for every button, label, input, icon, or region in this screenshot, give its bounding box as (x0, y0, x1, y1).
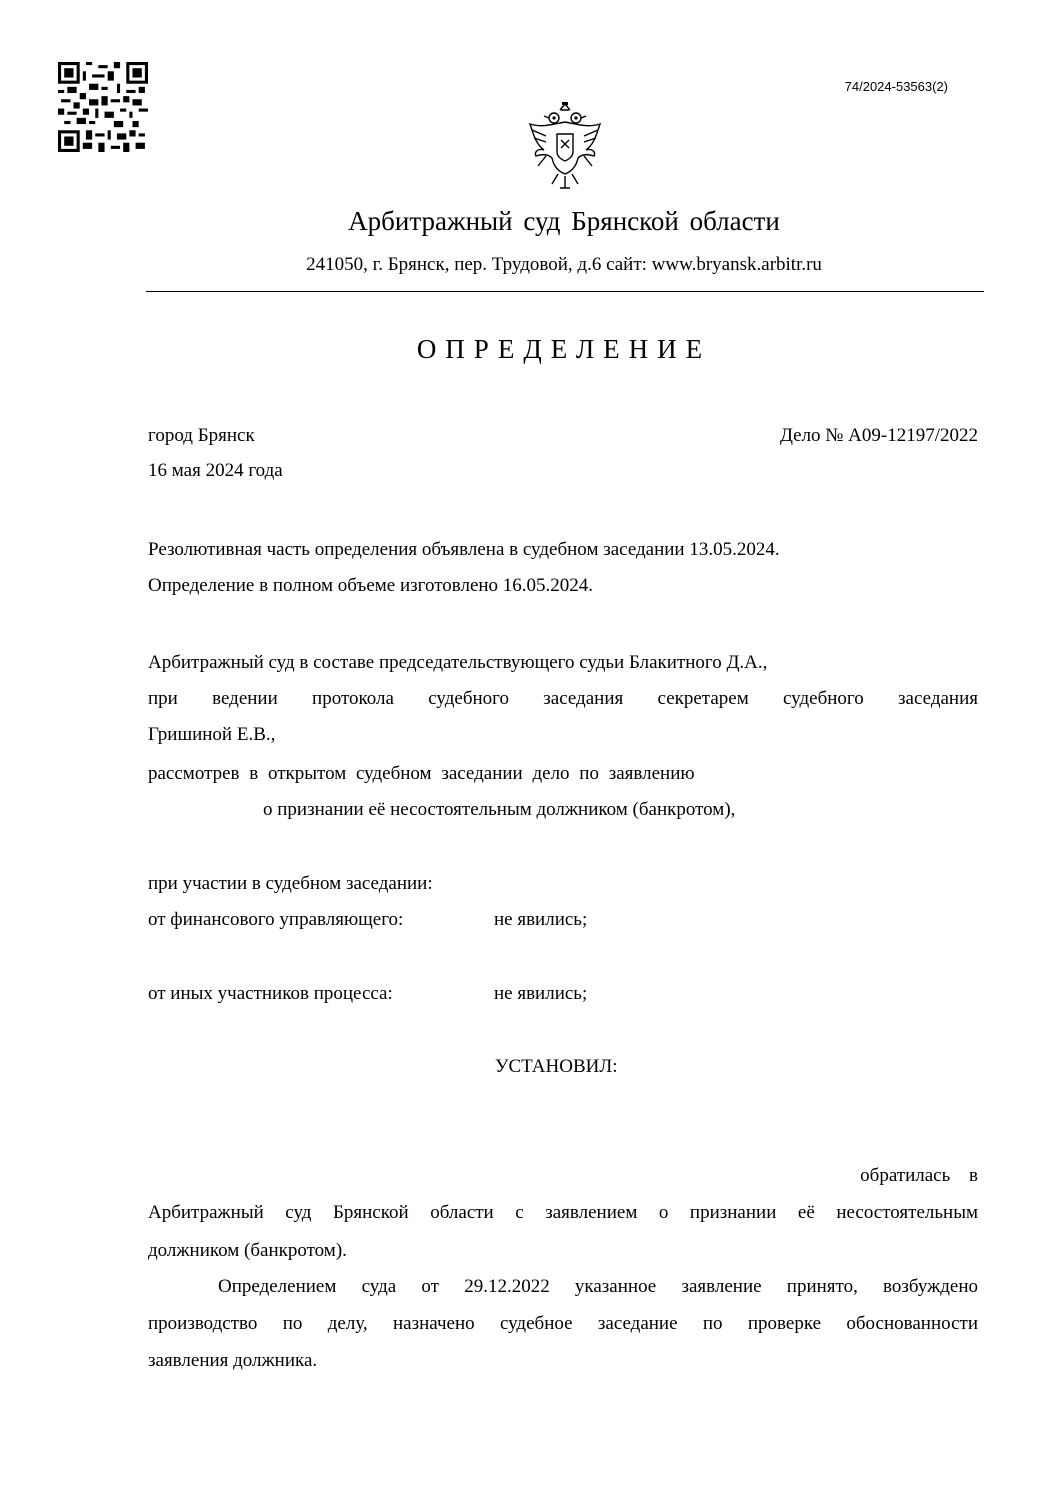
court-name: Арбитражный суд Брянской области (348, 206, 780, 236)
established-heading: УСТАНОВИЛ: (495, 1056, 618, 1077)
participation-value: не явились; (494, 909, 588, 930)
document-title: ОПРЕДЕЛЕНИЕ (416, 334, 712, 364)
composition-line-4: рассмотрев в открытом судебном заседании дело по заявлению (148, 763, 695, 784)
body-p1-line-3: должником (банкротом). (148, 1240, 347, 1261)
intro-line-2: Определение в полном объеме изготовлено 16.05.2024. (148, 575, 594, 596)
participation-value: не явились; (494, 983, 588, 1004)
composition-line-5: о признании её несостоятельным должником (банкротом), (263, 799, 736, 820)
participation-label: от финансового управляющего: (148, 909, 404, 930)
body-p1-line-2: Арбитражный суд Брянской области с заявлением о признании её несостоятельным (148, 1202, 978, 1223)
header-divider (146, 291, 984, 292)
qr-code-icon (58, 62, 148, 152)
body-p2-line-1: Определением суда от 29.12.2022 указанное заявление принято, возбуждено (218, 1276, 978, 1297)
date: 16 мая 2024 года (148, 460, 283, 481)
document-id: 74/2024-53563(2) (844, 79, 948, 94)
composition-line-2: при ведении протокола судебного заседания секретарем судебного заседания (148, 688, 978, 709)
intro-line-1: Резолютивная часть определения объявлена в судебном заседании 13.05.2024. (148, 539, 780, 560)
court-address: 241050, г. Брянск, пер. Трудовой, д.6 сайт: www.bryansk.arbitr.ru (306, 254, 822, 275)
body-p2-line-2: производство по делу, назначено судебное заседание по проверке обоснованности (148, 1313, 978, 1334)
composition-line-3: Гришиной Е.В., (148, 724, 276, 745)
participation-heading: при участии в судебном заседании: (148, 873, 433, 894)
participation-label: от иных участников процесса: (148, 983, 393, 1004)
case-number: Дело № А09-12197/2022 (779, 425, 978, 446)
composition-line-1: Арбитражный суд в составе председательствующего судьи Блакитного Д.А., (148, 652, 768, 673)
body-p1-tail: обратилась в (860, 1165, 978, 1186)
coat-of-arms-icon (524, 100, 606, 192)
body-p2-line-3: заявления должника. (148, 1350, 318, 1371)
city: город Брянск (148, 425, 255, 446)
